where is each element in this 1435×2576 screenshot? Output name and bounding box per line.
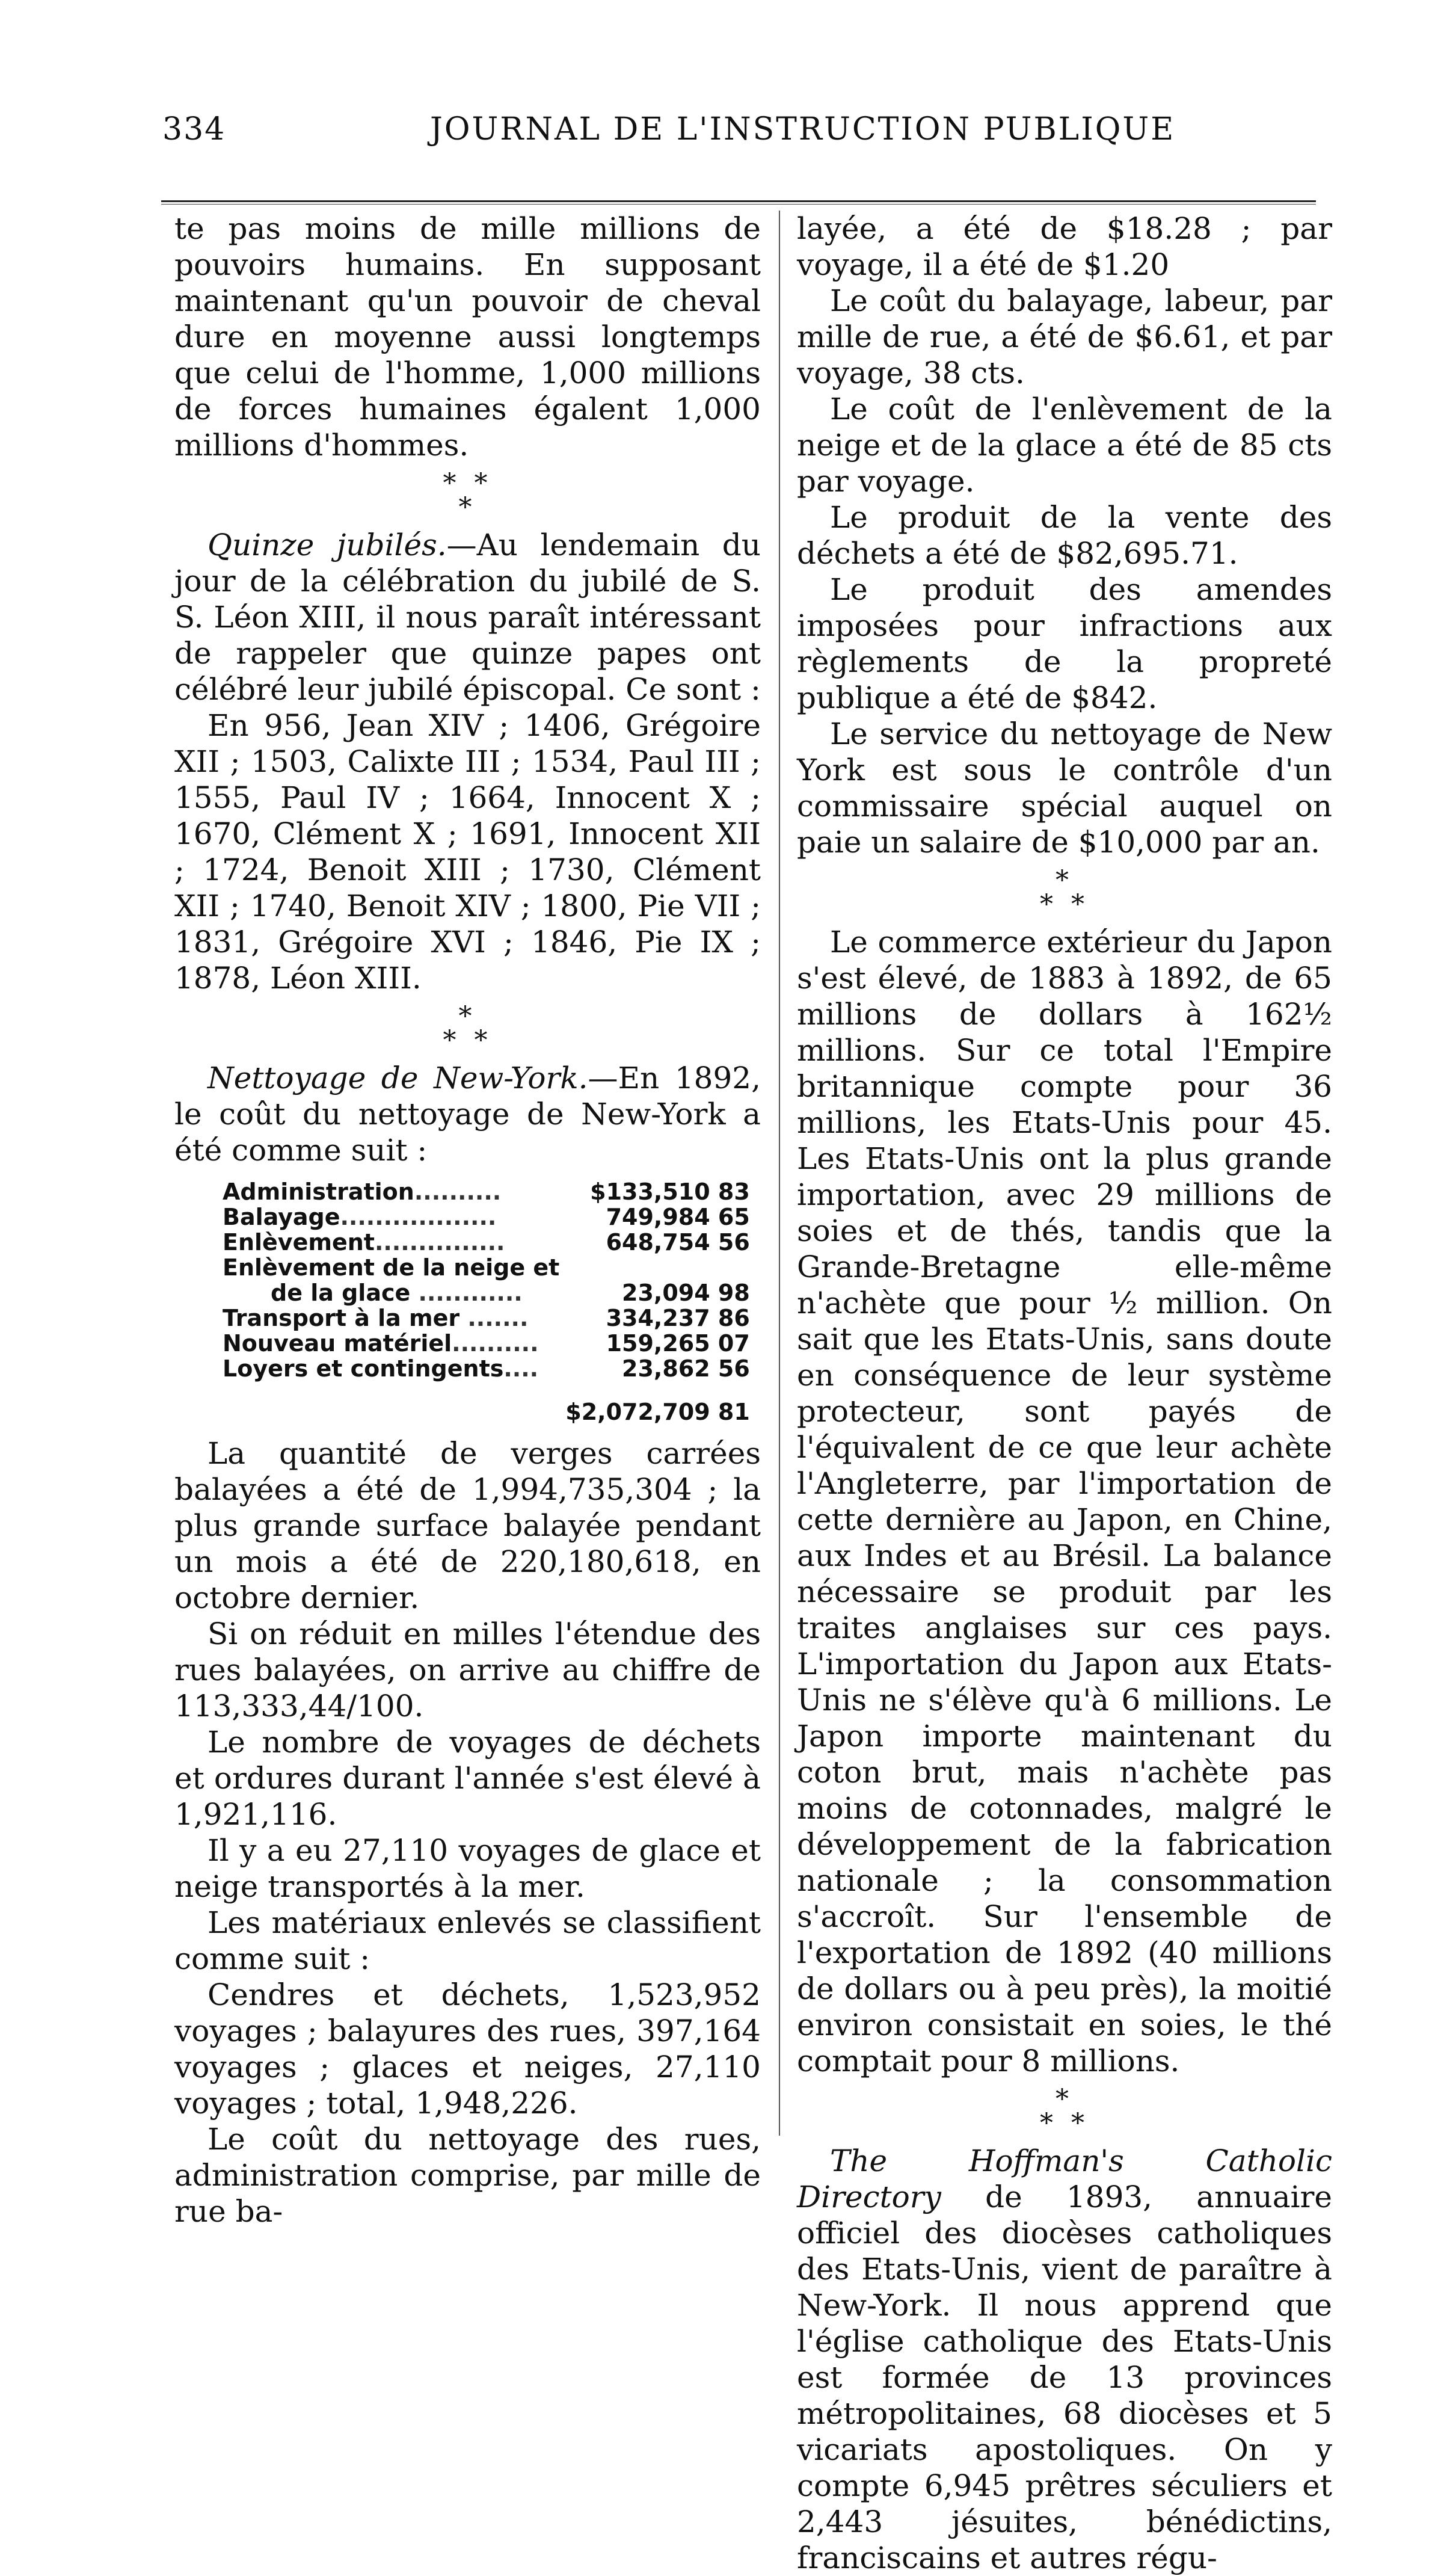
nettoyage-title: Nettoyage de New-York. xyxy=(207,1061,588,1095)
cost-leader: ....... xyxy=(459,1305,529,1331)
running-title: JOURNAL DE L'INSTRUCTION PUBLIQUE xyxy=(430,111,1176,147)
section-separator xyxy=(797,865,1332,920)
hoffman-title: The Hoffman's Catholic Directory xyxy=(797,2143,1332,2214)
paragraph-jubiles-list: En 956, Jean XIV ; 1406, Grégoire XII ; 1503, Calixte III ; 1534, Paul III ; 1555, Paul IV ; 1664, Innocent X ; 1670, Clément X ; 1691, Innocent XII ; 1724, Benoit XIII ; 1730, Clément XII ; 1740, Benoit XIV ; 1800, Pie VII ; 1831, Grégoire XVI ; 1846, Pie IX ; 1878, Léon XIII. xyxy=(174,708,761,996)
cost-amount: 749,984 65 xyxy=(606,1204,750,1230)
section-separator xyxy=(174,468,761,523)
paragraph-cout: Le coût du nettoyage des rues, administration comprise, par mille de rue ba- xyxy=(174,2122,761,2229)
separator-stars-bottom: * xyxy=(458,492,477,523)
paragraph-balayage: Le coût du balayage, labeur, par mille de rue, a été de $6.61, et par voyage, 38 cts. xyxy=(797,283,1332,390)
table-row xyxy=(223,1179,750,1204)
cost-item: de la glace xyxy=(271,1280,411,1306)
page-number: 334 xyxy=(162,111,226,147)
paragraph-cendres: Cendres et déchets, 1,523,952 voyages ; balayures des rues, 397,164 voyages ; glaces et neiges, 27,110 voyages ; total, 1,948,226. xyxy=(174,1977,761,2121)
cost-amount: 648,754 56 xyxy=(606,1229,750,1256)
paragraph-nettoyage xyxy=(174,1060,761,1168)
paragraph-service: Le service du nettoyage de New York est sous le contrôle d'un commissaire spécial auquel on paie un salaire de $10,000 par an. xyxy=(797,716,1332,860)
table-row xyxy=(223,1356,750,1381)
cost-item: Enlèvement xyxy=(223,1229,375,1256)
table-row xyxy=(223,1230,750,1255)
table-row xyxy=(223,1280,750,1305)
paragraph-materiaux: Les matériaux enlevés se classifient comme suit : xyxy=(174,1905,761,1976)
separator-stars-bottom: * * xyxy=(1040,2108,1089,2139)
table-row xyxy=(223,1255,750,1280)
paragraph-amendes: Le produit des amendes imposées pour infractions aux règlements de la propreté publique a été de $842. xyxy=(797,572,1332,715)
cost-item: Nouveau matériel xyxy=(223,1330,452,1357)
paragraph-milles: Si on réduit en milles l'étendue des rues balayées, on arrive au chiffre de 113,333,44/100. xyxy=(174,1616,761,1724)
header-rule-thin xyxy=(161,204,1316,205)
page-header xyxy=(162,111,1305,165)
paragraph-hoffman xyxy=(797,2143,1332,2576)
left-column xyxy=(174,211,761,2229)
cost-amount: 334,237 86 xyxy=(606,1305,750,1331)
cost-amount: 23,862 56 xyxy=(622,1355,750,1382)
cost-amount xyxy=(559,1255,750,1280)
cost-leader: .................. xyxy=(340,1204,497,1230)
hoffman-text: de 1893, annuaire officiel des diocèses catholiques des Etats-Unis, vient de paraître à New-York. Il nous apprend que l'église catholique des Etats-Unis est formée de 13 provinces métropolitaines, 68 diocèses et 5 vicariats apostoliques. On y compte 6,945 prêtres séculiers et 2,443 jésuites, bénédictins, franciscains et autres régu- xyxy=(797,2180,1332,2575)
cost-amount: $133,510 83 xyxy=(590,1179,750,1205)
section-separator xyxy=(797,2084,1332,2139)
paragraph-glace: Il y a eu 27,110 voyages de glace et neige transportés à la mer. xyxy=(174,1833,761,1904)
cost-leader: .... xyxy=(503,1355,539,1382)
section-separator xyxy=(174,1001,761,1056)
table-row xyxy=(223,1305,750,1331)
paragraph-jubiles xyxy=(174,527,761,707)
column-divider xyxy=(779,211,780,2136)
cost-item: Administration xyxy=(223,1179,414,1205)
paragraph-balayee: layée, a été de $18.28 ; par voyage, il a été de $1.20 xyxy=(797,211,1332,282)
table-row xyxy=(223,1204,750,1230)
jubiles-title: Quinze jubilés. xyxy=(207,528,447,562)
cost-leader: ............... xyxy=(374,1229,505,1256)
paragraph-japon: Le commerce extérieur du Japon s'est élevé, de 1883 à 1892, de 65 millions de dollars à 162½ millions. Sur ce total l'Empire britannique compte pour 36 millions, les Etats-Unis pour 45. Les Etats-Unis ont la plus grande importation, avec 29 millions de soies et de thés, tandis que la Grande-Bretagne elle-même n'achète que pour ½ million. On sait que les Etats-Unis, sans doute en conséquence de leur système protecteur, sont payés de l'équivalent de ce que leur achète l'Angleterre, par l'importation de cette dernière au Japon, en Chine, aux Indes et au Brésil. La balance nécessaire se produit par les traites anglaises sur ces pays. L'importation du Japon aux Etats-Unis ne s'élève qu'à 6 millions. Le Japon importe maintenant du coton brut, mais n'achète pas moins de cotonnades, malgré le développement de la fabrication nationale ; la consommation s'accroît. Sur l'ensemble de l'exportation de 1892 (40 millions de dollars ou à peu près), la moitié environ consistait en soies, le thé comptait pour 8 millions. xyxy=(797,925,1332,2078)
table-row-total xyxy=(223,1381,750,1425)
separator-stars-bottom: * * xyxy=(443,1025,493,1056)
cost-item: Enlèvement de la neige et xyxy=(223,1254,560,1281)
cost-leader: .......... xyxy=(414,1179,502,1205)
separator-stars-top: * xyxy=(1056,2084,1074,2115)
separator-stars-bottom: * * xyxy=(1040,889,1089,920)
nettoyage-text: —En 1892, le coût du nettoyage de New-York a été comme suit : xyxy=(174,1061,761,1168)
cost-total: $2,072,709 81 xyxy=(565,1399,750,1425)
separator-stars-top: * xyxy=(1056,865,1074,896)
paragraph-verges: La quantité de verges carrées balayées a été de 1,994,735,304 ; la plus grande surface balayée pendant un mois a été de 220,180,618, en octobre dernier. xyxy=(174,1436,761,1615)
right-column xyxy=(797,211,1332,2576)
header-rule xyxy=(161,200,1316,202)
separator-stars-top: * * xyxy=(443,468,493,499)
paragraph-dechets: Le produit de la vente des déchets a été de $82,695.71. xyxy=(797,500,1332,571)
cost-item: Loyers et contingents xyxy=(223,1355,504,1382)
paragraph-voyages: Le nombre de voyages de déchets et ordures durant l'année s'est élevé à 1,921,116. xyxy=(174,1725,761,1832)
paragraph-neige: Le coût de l'enlèvement de la neige et de la glace a été de 85 cts par voyage. xyxy=(797,392,1332,499)
cost-leader: .......... xyxy=(452,1330,539,1357)
cost-item: Transport à la mer xyxy=(223,1305,460,1331)
cost-leader: ............ xyxy=(410,1280,523,1306)
cost-item: Balayage xyxy=(223,1204,340,1230)
paragraph-pouvoirs: te pas moins de mille millions de pouvoirs humains. En supposant maintenant qu'un pouvoir de cheval dure en moyenne aussi longtemps que celui de l'homme, 1,000 millions de forces humaines égalent 1,000 millions d'hommes. xyxy=(174,211,761,463)
costs-table xyxy=(223,1179,750,1425)
table-row xyxy=(223,1331,750,1356)
jubiles-text: —Au lendemain du jour de la célébration du jubilé de S. S. Léon XIII, il nous paraît intéressant de rappeler que quinze papes ont célébré leur jubilé épiscopal. Ce sont : xyxy=(174,528,761,707)
separator-stars-top: * xyxy=(458,1001,477,1032)
cost-amount: 23,094 98 xyxy=(622,1280,750,1306)
cost-amount: 159,265 07 xyxy=(606,1330,750,1357)
